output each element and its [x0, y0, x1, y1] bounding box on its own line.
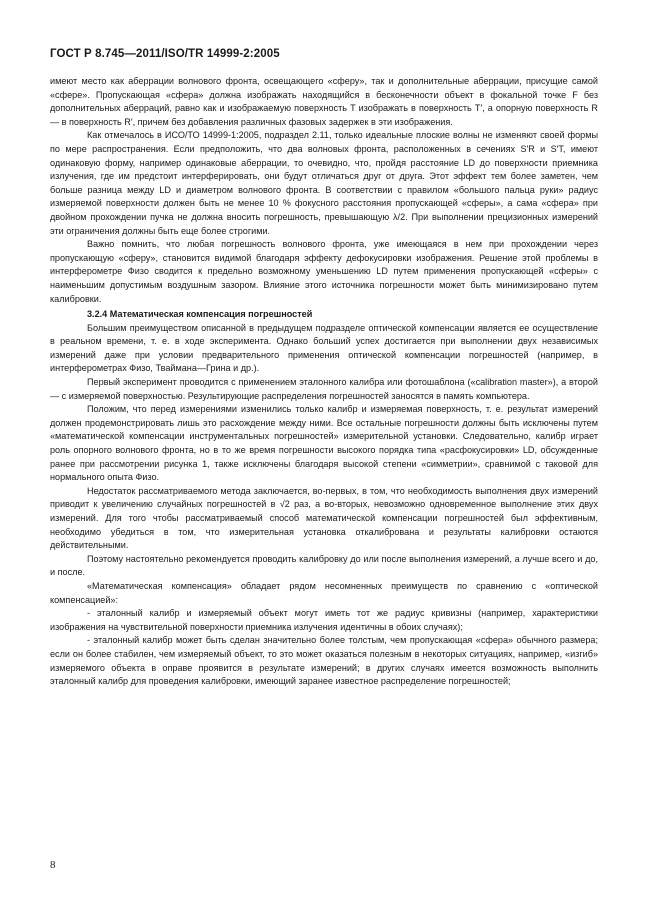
page-number: 8 [50, 859, 56, 871]
paragraph-6: Положим, что перед измерениями изменились только калибр и измеряемая поверхность, т. е. результат измерений должен продемонстрировать лишь это расхождение между ними. Все остальные погрешности должны быть исключены путем «математической компенсации инструментальных погрешностей» измерительной установки. Следовательно, калибр играет роль опорного волнового фронта, но в то же время погрешности высокого порядка типа «расфокусировки» LD, обсужденные ранее при рассмотрении рисунка 1, также исключены благодаря высокой степени «симметрии», сравнимой с таковой для нормального опыта Физо. [50, 404, 598, 483]
paragraph-8: Поэтому настоятельно рекомендуется проводить калибровку до или после выполнения измерений, а лучше всего и до, и после. [50, 553, 598, 578]
paragraph-2: Как отмечалось в ИСО/ТО 14999-1:2005, подраздел 2.11, только идеальные плоские волны не изменяют своей формы по мере распространения. Если предположить, что два волновых фронта, расположенных в сечениях S′R и S′T, имеют одинаковую форму, например одинаковые аберрации, то очевидно, что, пройдя расстояние LD до поверхности приемника излучения, где им предстоит интерферировать, они будут отличаться друг от друга. Этот эффект тем более заметен, чем больше разница между LD и диаметром волнового фронта. В соответствии с правилом «большого пальца руки» радиус измеряемой поверхности должен быть не менее 10 % фокусного расстояния пропускающей «сферы», а сама «сфера» при двойном прохождении пучка не должна вносить погрешность, превышающую λ/2. При выполнении прецизионных измерений эти ограничения должны быть еще более строгими. [50, 130, 598, 236]
paragraph-9: «Математическая компенсация» обладает рядом несомненных преимуществ по сравнению с «оптической компенсацией»: [50, 580, 598, 605]
list-item-2: - эталонный калибр может быть сделан значительно более толстым, чем пропускающая «сфера» обычного размера; если он более стабилен, чем измеряемый объект, то это может оказаться полезным в некоторых ситуациях, например, «изгиб» измеряемого объекта в оправе проявится в результате измерений; в других случаях имеется возможность выполнить эталонный калибр для проведения калибровки, имеющий заранее известное распределение погрешностей; [50, 635, 598, 687]
paragraph-3: Важно помнить, что любая погрешность волнового фронта, уже имеющаяся в нем при прохождении через пропускающую «сферу», становится видимой благодаря эффекту дефокусировки изображения. Решение этой проблемы в интерферометре Физо сводится к предельно возможному уменьшению LD путем применения пропускающей «сферы» с наименьшим допустимым воздушным зазором. Влияние этого источника погрешности может быть минимизировано путем калибровки. [50, 239, 598, 304]
section-heading: 3.2.4 Математическая компенсация погрешностей [87, 309, 313, 320]
paragraph-7: Недостаток рассматриваемого метода заключается, во-первых, в том, что необходимость выполнения двух измерений приводит к увеличению случайных погрешностей в √2 раз, а во-вторых, невозможно одновременное выполнение этих двух измерений. Для того чтобы рассматриваемый способ математической компенсации погрешностей был эффективным, необходимо убедиться в том, что измерительная установка откалибрована и результаты калибровки остаются действительными. [50, 485, 598, 551]
document-body [50, 75, 598, 689]
list-item-1: - эталонный калибр и измеряемый объект могут иметь тот же радиус кривизны (например, характеристики изображения на чувствительной поверхности приемника излучения идентичны в обоих случаях); [50, 608, 598, 632]
document-header: ГОСТ Р 8.745—2011/ISO/TR 14999-2:2005 [50, 48, 280, 60]
paragraph-5: Первый эксперимент проводится с применением эталонного калибра или фотошаблона («calibration master»), а второй — с измеряемой поверхностью. Результирующие распределения погрешностей заносятся в память компьютера. [50, 377, 598, 401]
paragraph-4: Большим преимуществом описанной в предыдущем подразделе оптической компенсации является ее осуществление в реальном времени, т. е. в ходе эксперимента. Однако больший успех достигается при выполнении двух независимых измерений даже при условии предварительного применения оптической компенсации погрешностей (например, в интерферометрах Физо, Тваймана—Грина и др.). [50, 322, 598, 374]
paragraph-1: имеют место как аберрации волнового фронта, освещающего «сферу», так и дополнительные аберрации, присущие самой «сфере». Пропускающая «сфера» должна изображать находящийся в бесконечности объект в фокальной точке F без дополнительных аберраций, равно как и изображаемую поверхность T изображать в поверхность T′, а опорную поверхность R — в поверхность R′, причем без добавления различных фазовых задержек в эти изображения. [50, 76, 598, 127]
